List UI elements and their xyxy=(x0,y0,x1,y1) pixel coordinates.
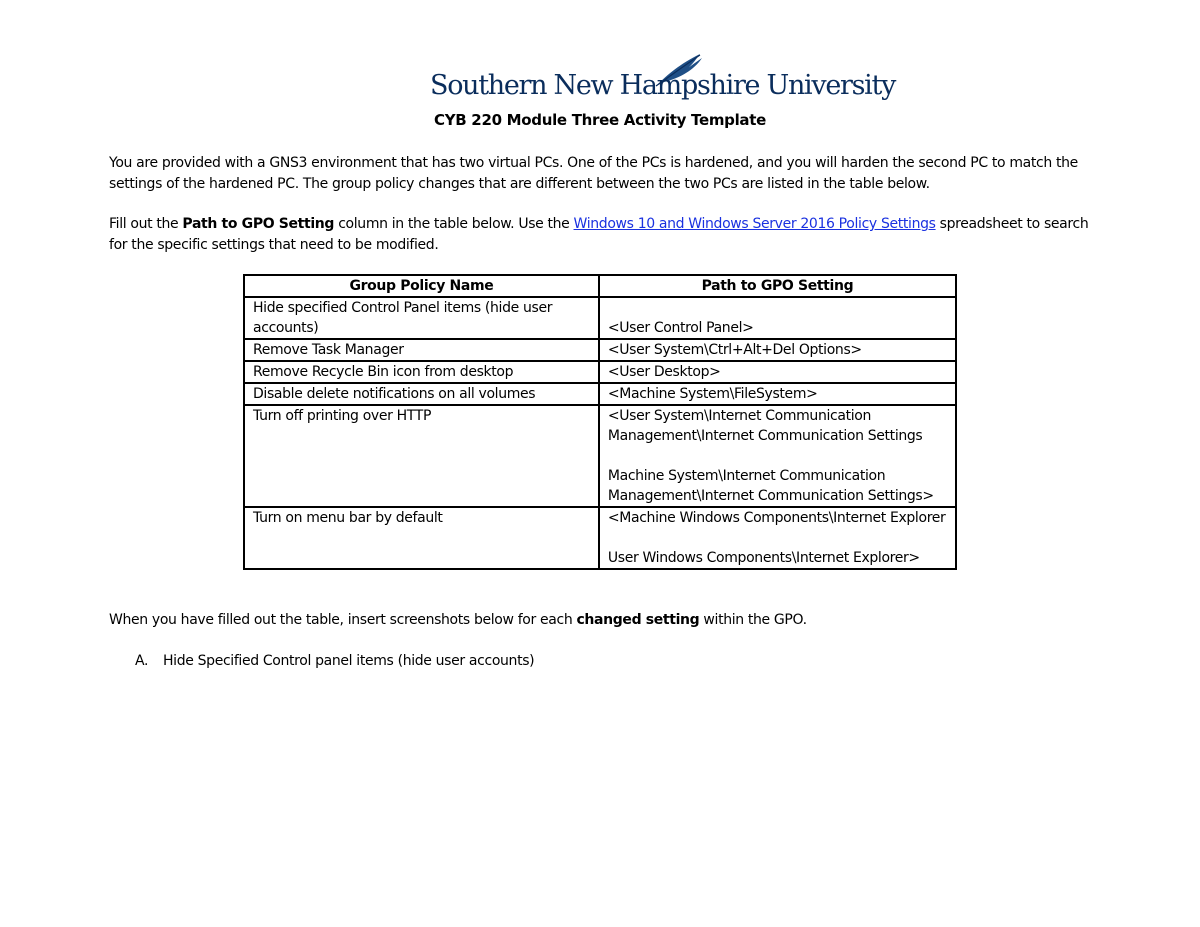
gpo-path-cell[interactable]: <User System\Internet Communication Management\Internet Communication Settings Machine System\Internet Communication Management\Internet Communication Settings> xyxy=(599,405,956,507)
closing-text-start: When you have filled out the table, insert screenshots below for each xyxy=(109,612,577,628)
policy-name-cell: Turn off printing over HTTP xyxy=(244,405,599,507)
column-header-gpo-path: Path to GPO Setting xyxy=(599,275,956,297)
table-row xyxy=(244,383,956,405)
list-item-text: Hide Specified Control panel items (hide user accounts) xyxy=(163,653,535,669)
instruction-text-end: spreadsheet to search for the specific settings that need to be modified. xyxy=(109,216,1089,253)
university-logo xyxy=(430,52,896,104)
table-row xyxy=(244,361,956,383)
policy-name-cell: Hide specified Control Panel items (hide user accounts) xyxy=(244,297,599,339)
closing-paragraph xyxy=(109,610,1099,631)
instruction-bold-text: Path to GPO Setting xyxy=(182,216,335,232)
policy-name-cell: Remove Task Manager xyxy=(244,339,599,361)
intro-paragraph: You are provided with a GNS3 environment that has two virtual PCs. One of the PCs is hardened, and you will harden the second PC to match the settings of the hardened PC. The group policy changes that are different between the two PCs are listed in the table below. xyxy=(109,155,1078,192)
list-item xyxy=(135,651,534,672)
gpo-path-cell[interactable]: <User Desktop> xyxy=(599,361,956,383)
table-header-row xyxy=(244,275,956,297)
table-row xyxy=(244,339,956,361)
instruction-text-mid: column in the table below. Use the xyxy=(334,216,574,232)
policy-settings-link[interactable]: Windows 10 and Windows Server 2016 Policy Settings xyxy=(573,216,936,232)
policy-name-cell: Disable delete notifications on all volumes xyxy=(244,383,599,405)
logo-wordmark: Southern New Hampshire University xyxy=(430,70,896,101)
gpo-path-cell[interactable]: <Machine Windows Components\Internet Explorer User Windows Components\Internet Explorer> xyxy=(599,507,956,569)
table-row xyxy=(244,405,956,507)
closing-text-end: within the GPO. xyxy=(699,612,807,628)
list-marker: A. xyxy=(135,653,149,669)
policy-name-cell: Turn on menu bar by default xyxy=(244,507,599,569)
table-row xyxy=(244,297,956,339)
gpo-path-cell[interactable]: <Machine System\FileSystem> xyxy=(599,383,956,405)
page-title: CYB 220 Module Three Activity Template xyxy=(433,111,766,129)
instruction-paragraph xyxy=(109,214,1099,256)
closing-bold-text: changed setting xyxy=(576,612,700,628)
policy-name-cell: Remove Recycle Bin icon from desktop xyxy=(244,361,599,383)
gpo-table xyxy=(243,274,957,570)
gpo-path-cell[interactable]: <User Control Panel> xyxy=(599,297,956,339)
instruction-text-start: Fill out the xyxy=(109,216,183,232)
gpo-path-cell[interactable]: <User System\Ctrl+Alt+Del Options> xyxy=(599,339,956,361)
table-row xyxy=(244,507,956,569)
column-header-policy-name: Group Policy Name xyxy=(244,275,599,297)
